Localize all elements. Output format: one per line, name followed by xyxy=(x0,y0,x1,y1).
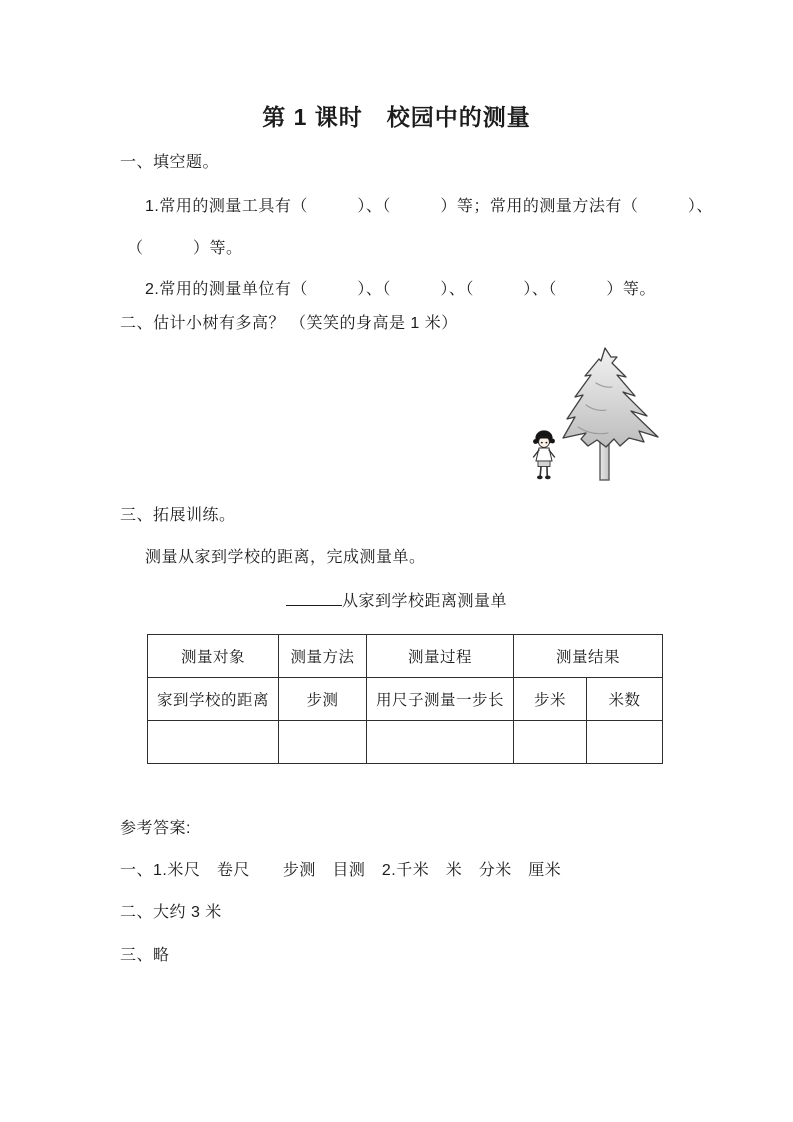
cell-object: 家到学校的距离 xyxy=(148,678,279,721)
answer-line-3: 三、略 xyxy=(120,947,170,964)
girl-icon xyxy=(533,430,555,479)
measurement-table xyxy=(147,634,663,764)
empty-cell xyxy=(367,721,514,764)
empty-cell xyxy=(514,721,587,764)
cell-process: 用尺子测量一步长 xyxy=(367,678,514,721)
empty-cell xyxy=(148,721,279,764)
answer-line-2: 二、大约 3 米 xyxy=(120,904,222,921)
header-process: 测量过程 xyxy=(367,635,514,678)
section1-q1-line1: 1.常用的测量工具有（ ）、（ ）等；常用的测量方法有（ ）、 xyxy=(145,198,713,215)
answers-heading: 参考答案: xyxy=(120,820,191,837)
pine-tree-icon xyxy=(563,348,658,480)
tree-and-girl-illustration xyxy=(526,343,668,485)
caption-blank-underline xyxy=(286,588,342,606)
section1-heading: 一、填空题。 xyxy=(120,154,220,171)
section1-q1-line2: （ ）等。 xyxy=(127,240,243,257)
empty-cell xyxy=(279,721,367,764)
page-title: 第 1 课时 校园中的测量 xyxy=(262,104,531,130)
table-caption xyxy=(0,588,793,611)
section2-heading: 二、估计小树有多高？ （笑笑的身高是 1 米） xyxy=(120,315,458,332)
answer-line-1: 一、1.米尺 卷尺 步测 目测 2.千米 米 分米 厘米 xyxy=(120,862,562,879)
table-empty-row xyxy=(148,721,663,764)
cell-steps: 步米 xyxy=(514,678,587,721)
cell-meters: 米数 xyxy=(587,678,663,721)
header-object: 测量对象 xyxy=(148,635,279,678)
table-row xyxy=(148,678,663,721)
caption-text: 从家到学校距离测量单 xyxy=(341,593,507,610)
section1-q2: 2.常用的测量单位有（ ）、（ ）、（ ）、（ ）等。 xyxy=(145,281,656,298)
header-method: 测量方法 xyxy=(279,635,367,678)
tree-height-figure xyxy=(526,343,668,485)
section3-heading: 三、拓展训练。 xyxy=(120,507,236,524)
header-result: 测量结果 xyxy=(514,635,663,678)
section3-instruction: 测量从家到学校的距离，完成测量单。 xyxy=(145,549,426,566)
empty-cell xyxy=(587,721,663,764)
cell-method: 步测 xyxy=(279,678,367,721)
table-header-row xyxy=(148,635,663,678)
